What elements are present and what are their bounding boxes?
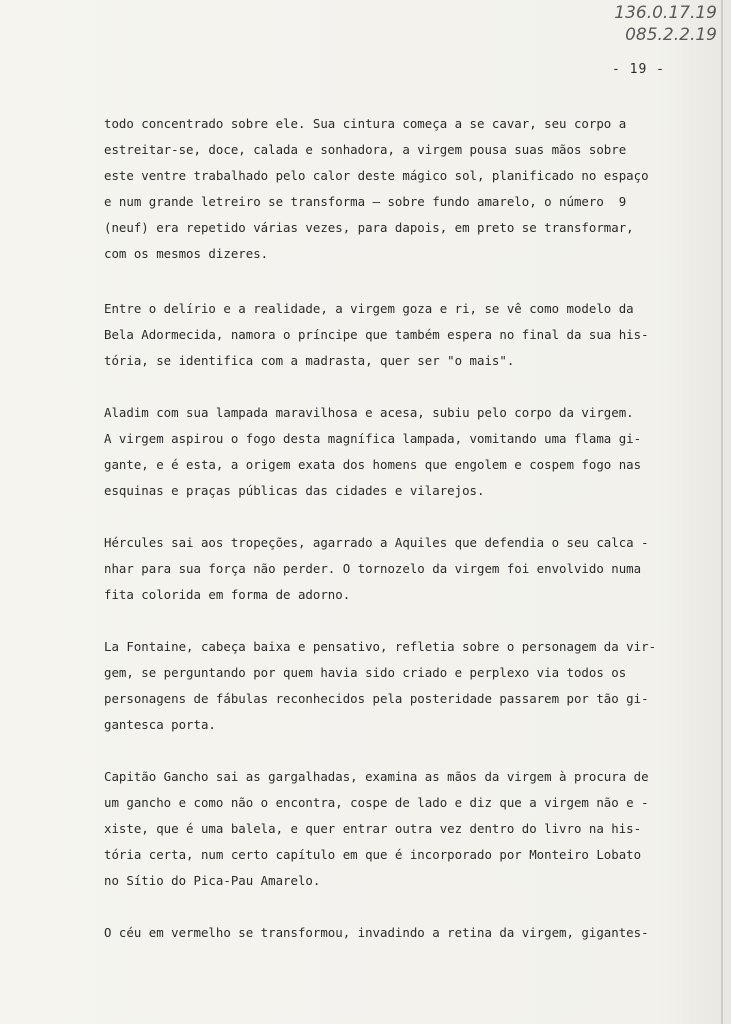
page-edge [721,0,723,1024]
paragraph-5: La Fontaine, cabeça baixa e pensativo, refletia sobre o personagem da vir- gem, se perguntando por quem havia sido criado e perplexo via todos os personagens de fábulas reconhecidos pela posteridade passarem por tão gi- gantesca porta. [104,639,657,732]
paragraph-6: Capitão Gancho sai as gargalhadas, examina as mãos da virgem à procura de um gancho e como não o encontra, cospe de lado e diz que a virgem não e - xiste, que é uma balela, e quer entrar outra vez dentro do livro na his- tória certa, num certo capítulo em que é incorporado por Monteiro Lobato no Sítio do Pica-Pau Amarelo. [104,769,649,888]
paragraph-4: Hércules sai aos tropeções, agarrado a Aquiles que defendia o seu calca - nhar para sua força não perder. O tornozelo da virgem foi envolvido numa fita colorida em forma de adorno. [104,535,649,602]
archive-codes [587,2,717,46]
archive-code-2: 085.2.2.19 [625,25,717,45]
paragraph-1: todo concentrado sobre ele. Sua cintura começa a se cavar, seu corpo a estreitar-se, doce, calada e sonhadora, a virgem pousa suas mãos sobre este ventre trabalhado pelo calor deste mágico sol, planificado no espaço e num grande letreiro se transforma – sobre fundo amarelo, o número 9 (neuf) era repetido várias vezes, para dapois, em preto se transformar, com os mesmos dizeres. [104,116,649,261]
paragraph-7: O céu em vermelho se transformou, invadindo a retina da virgem, gigantes- [104,925,649,940]
paragraph-3: Aladim com sua lampada maravilhosa e acesa, subiu pelo corpo da virgem. A virgem aspirou o fogo desta magnífica lampada, vomitando uma flama gi- gante, e é esta, a origem exata dos homens que engolem e cospem fogo nas esquinas e praças públicas das cidades e vilarejos. [104,405,642,498]
archive-code-1: 136.0.17.19 [614,3,717,23]
page-number: - 19 - [612,62,665,77]
paragraph-2: Entre o delírio e a realidade, a virgem goza e ri, se vê como modelo da Bela Adormecida, namora o príncipe que também espera no final da sua his- tória, se identifica com a madrasta, quer ser "o mais". [104,301,649,368]
